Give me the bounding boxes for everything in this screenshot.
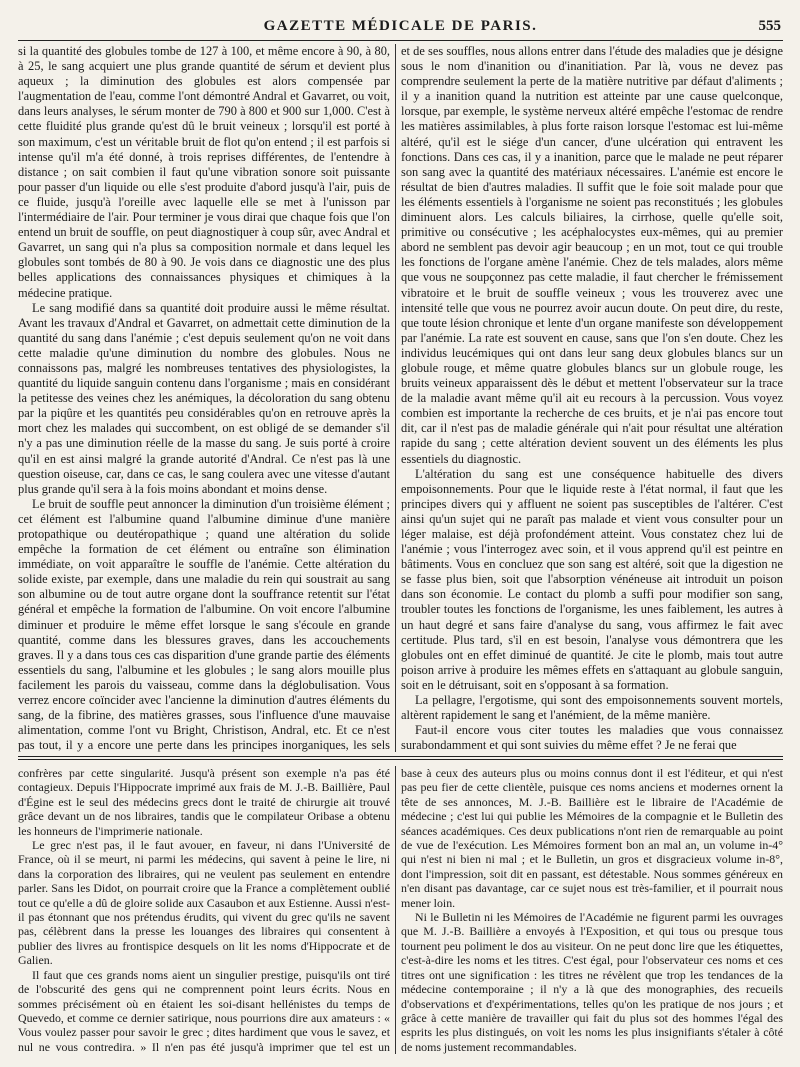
article-right-column (401, 44, 783, 754)
feuilleton-left-column (18, 766, 390, 1054)
feuilleton-divider (18, 756, 783, 760)
article-paragraph: La pellagre, l'ergotisme, qui sont des empoisonnements souvent mortels, altèrent rapidement le sang et l'anémient, de la même manière. (401, 693, 783, 723)
feuilleton-paragraph: confrères par cette singularité. Jusqu'à présent son exemple n'a pas été contagieux. Depuis l'Hippocrate imprimé aux frais de M. J.-B. Baillière, Paul d'Égine est le seul des médecins grecs dont le traité de chirurgie ait trouvé grâce devant un de nos libraires, tandis que le compilateur Oribase a obtenu les honneurs de l'imprimerie nationale. (18, 766, 390, 838)
article-paragraph: et de ses souffles, nous allons entrer dans l'étude des maladies que je désigne sous le nom d'inanition ou d'inanitiation. Par là, vous ne devez pas comprendre seulement la perte de la matière nutritive par défaut d'aliments ; il y a inanition quand la nutrition est atteinte par une cause quelconque, lorsque, par exemple, le système nerveux altéré empêche l'estomac de rendre les matières assimilables, à plus forte raison lorsque l'estomac est lui-même altéré, qu'il est le siége d'un cancer, d'une ulcération qui entravent les fonctions. Dans ces cas, il y a inanition, parce que le malade ne peut réparer son sang avec la quantité des matériaux nécessaires. L'anémie est encore le résultat de bien d'autres maladies. Il suffit que le foie soit malade pour que les éléments essentiels à l'organisme ne soient pas reconstitués ; les globules diminuent alors. Les calculs biliaires, la cirrhose, quelle qu'elle soit, primitive ou consécutive ; les acéphalocystes eux-mêmes, qui au premier abord ne semblent pas devoir agir beaucoup ; en un mot, tout ce qui trouble les fonctions de l'organe amène l'anémie. Chez de tels malades, alors même que vous ne soupçonnez pas cette maladie, il faut chercher le frémissement vibratoire et le bruit de souffle veineux ; vous les trouverez avec une intensité telle que vous ne pourrez avoir aucun doute. On peut dire, du reste, que toute lésion chronique et lente d'un organe manifeste son développement par l'anémie. La rate est souvent en cause, sans que l'on s'en doute. Chez les individus leucémiques qui ont dans leur sang deux globules blancs sur un globule rouge, et même quatre globules blancs sur un globule rouge, les bruits veineux apparaissent dès le début et mettent l'observateur sur la trace de la maladie avant même qu'il ait eu recours à la percussion. Vous voyez combien est importante la recherche de ces bruits, et je n'ai pas encore tout dit, car il n'est pas de maladie générale qui n'ait pour résultat une altération rapide du sang ; cette altération devient souvent un des éléments les plus essentiels du diagnostic. (401, 44, 783, 466)
journal-title: GAZETTE MÉDICALE DE PARIS. (263, 18, 538, 34)
feuilleton-paragraph: base à ceux des auteurs plus ou moins connus dont il est l'éditeur, et qui n'est pas peu fier de cette clientèle, puisque ces noms anciens et modernes ornent la tête de ses annonces, M. J.-B. Baillière est le libraire de l'Académie de médecine ; c'est lui qui publie les Mémoires de la compagnie et le Bulletin des séances académiques. Ces deux publications n'ont rien de remarquable au point de vue de l'exécution. Les Mémoires forment bon an mal an, un volume in-4° qui n'est ni bien ni mal ; et le Bulletin, un gros et disgracieux volume in-8°, dont l'impression, soit dit en passant, est détestable. Nous sommes généreux en n'en disant pas davantage, car ce sujet nous est très-familier, et il pourrait nous mener loin. (401, 766, 783, 910)
article-paragraph: Faut-il encore vous citer toutes les maladies que vous connaissez surabondamment et qui sont suivies du même effet ? Je ne ferai que (401, 723, 783, 753)
article-paragraph: Le bruit de souffle peut annoncer la diminution d'un troisième élément ; cet élément est l'albumine quand l'albumine diminue d'une manière protopathique ou deutéropathique ; quand une altération du solide empêche la formation de cet élément ou entraîne son élimination immédiate, on voit apparaître le souffle de l'anémie. Cette altération du solide existe, par exemple, dans une maladie du rein qui soustrait au sang son albumine ou de tout autre organe dont la souffrance retentit sur l'état général et empêche la formation de l'albumine. On voit encore l'albumine diminuer et produire le même effet lorsque le sang s'écoule en grande quantité, comme dans les blessures graves, dans les accouchements graves. Il y a dans tous ces cas disparition d'une grande partie des éléments essentiels du sang, l'albumine et les globules ; le sang alors mouille plus facilement les parois du vaisseau, comme dans la déglobulisation. Vous verrez encore coïncider avec l'ancienne la diminution d'autres éléments du sang, de la fibrine, des matières grasses, sous l'influence d'une mauvaise alimentation, comme l'ont vu Bright, Christison, Andral, etc. Et ce n'est pas tout, il y a encore une perte dans les principes inorganiques, les sels (18, 496, 390, 753)
article-paragraph: L'altération du sang est une conséquence habituelle des divers empoisonnements. Pour que le liquide reste à l'état normal, il faut que les principes divers qui y affluent ne soient pas susceptibles de l'altérer. C'est ainsi qu'un sujet qui ne paraît pas malade et vient vous consulter pour un léger malaise, est déjà profondément atteint. Vous constatez chez lui de l'anémie ; vous l'interrogez avec soin, et il vous apprend qu'il est peintre en bâtiments. Vous en concluez que son sang est altéré, soit que la digestion ne se fasse plus bien, soit que l'absorption vénéneuse ait introduit un poison dans son économie. Le contact du plomb a suffi pour modifier son sang, troubler toutes les fonctions de l'organisme, les unes faiblement, les autres à un haut degré et sans faire d'analyse du sang, vous affirmez le fait avec certitude. Plus tard, s'il en est besoin, l'analyse vous démontrera que les globules ont en effet diminué de quantité. Je cite le plomb, mais tout autre poison arrive à produire les mêmes effets en s'attaquant au globule sanguin, soit en le détruisant, soit en s'opposant à sa formation. (401, 466, 783, 692)
running-head (18, 14, 783, 41)
article-paragraph: si la quantité des globules tombe de 127 à 100, et même encore à 90, à 80, à 25, le sang acquiert une plus grande quantité de sérum et devient plus aqueux ; la diminution des globules est alors compensée par l'augmentation de l'eau, comme l'ont démontré Andral et Gavarret, ou voit, dans leurs analyses, le sérum monter de 790 à 800 et 900 sur 1,000. C'est à cette fluidité plus grande qu'est dû le bruit veineux ; lorsqu'il est porté à son maximum, c'est un véritable bruit de flot qu'on entend ; il est parfois si intense qu'il m'a été donné, à trois reprises différentes, de l'entendre à distance ; on sait combien il faut qu'une vibration sonore soit puissante pour passer d'un liquide ou elle s'est produite d'abord jusqu'à l'air, puis de ce fluide, jusqu'à l'oreille avec laquelle elle se met à l'unisson par l'intermédiaire de l'air. Pour terminer je vous dirai que chaque fois que l'on entend un bruit de souffle, on peut diagnostiquer à coup sûr, avec Andral et Gavarret, un sang qui n'a plus sa composition normale et dans lequel les globules sont tombés de 80 à 90. Je vois dans ce diagnostic une des plus belles applications des connaissances physiques et chimiques à la médecine pratique. (18, 44, 390, 300)
feuilleton-right-column (401, 766, 783, 1054)
column-divider (395, 766, 396, 1054)
article-paragraph: Le sang modifié dans sa quantité doit produire aussi le même résultat. Avant les travaux d'Andral et Gavarret, on admettait cette diminution de la quantité du sang dans l'anémie ; c'est depuis seulement qu'on ne voit dans cette maladie qu'une diminution du nombre des globules. Nous ne connaissons pas, malgré les nombreuses tentatives des physiologistes, la quantité du liquide sanguin contenu dans l'organisme ; mais en considérant la petitesse des veines chez les anémiques, la décoloration du sang obtenu par la piqûre et les quantités peu considérables qu'on en retrouve après la mort chez les malades qui succombent, on est obligé de se demander s'il n'y a pas une diminution réelle de la masse du sang. Je suis porté à croire qu'il en est ainsi malgré la grande autorité d'Andral. Ce n'est pas là une question oiseuse, car, dans ce cas, le sang coulera avec une vitesse d'autant plus grande qu'il sera à la fois moins abondant et moins dense. (18, 300, 390, 496)
page-number: 555 (758, 18, 781, 34)
article-left-column (18, 44, 390, 754)
column-divider (395, 44, 396, 752)
newspaper-page (18, 14, 783, 1054)
feuilleton-paragraph: Ni le Bulletin ni les Mémoires de l'Académie ne figurent parmi les ouvrages que M. J.-B. Baillière a envoyés à l'Exposition, et qui tous ou presque tous tournent peu poliment le dos au visiteur. On ne peut donc lire que les étiquettes, c'est-à-dire les noms et les titres. C'est égal, pour l'observateur ces noms et ces titres ont une signification : les titres ne révèlent que trop les tendances de la médecine contemporaine ; il n'y a là que des monographies, des recueils d'observations et d'expérimentations, telles qu'on les pratique de nos jours ; et grâce à cette manière de travailler qui fait du plus sot des hommes l'égal des esprits les plus distingués, on voit les noms les plus insignifiants s'étaler à côté de noms justement recommandables. (401, 910, 783, 1054)
feuilleton-paragraph: Il faut que ces grands noms aient un singulier prestige, puisqu'ils ont tiré de l'obscurité des gens qui ne comprennent point leurs écrits. Nous en sommes précisément où en étaient les soi-disant hellénistes du temps de Quevedo, et comme ce dernier satirique, nous pourrions dire aux amateurs : « Vous voulez passer pour savoir le grec ; dites hardiment que vous le savez, et nul ne vous contredira. » Il n'en pas été jusqu'à imprimer que tel est un (18, 967, 390, 1054)
feuilleton-paragraph: Le grec n'est pas, il le faut avouer, en faveur, ni dans l'Université de France, où il se meurt, ni parmi les médecins, qui savent à peine le lire, ni dans la corporation des libraires, qui ne veulent pas seulement en entendre parler. Sans les Didot, on pourrait croire que la France a complètement oublié tout ce qu'elle a dû de gloire solide aux Casaubon et aux Estienne. Aussi n'est-il pas étonnant que nos prétendus érudits, qui vivent du grec qu'ils ne savent pas, célèbrent dans la presse les louanges des libraires qui consentent à publier des livres au frontispice desquels on lit les noms d'Hippocrate et de Galien. (18, 838, 390, 968)
